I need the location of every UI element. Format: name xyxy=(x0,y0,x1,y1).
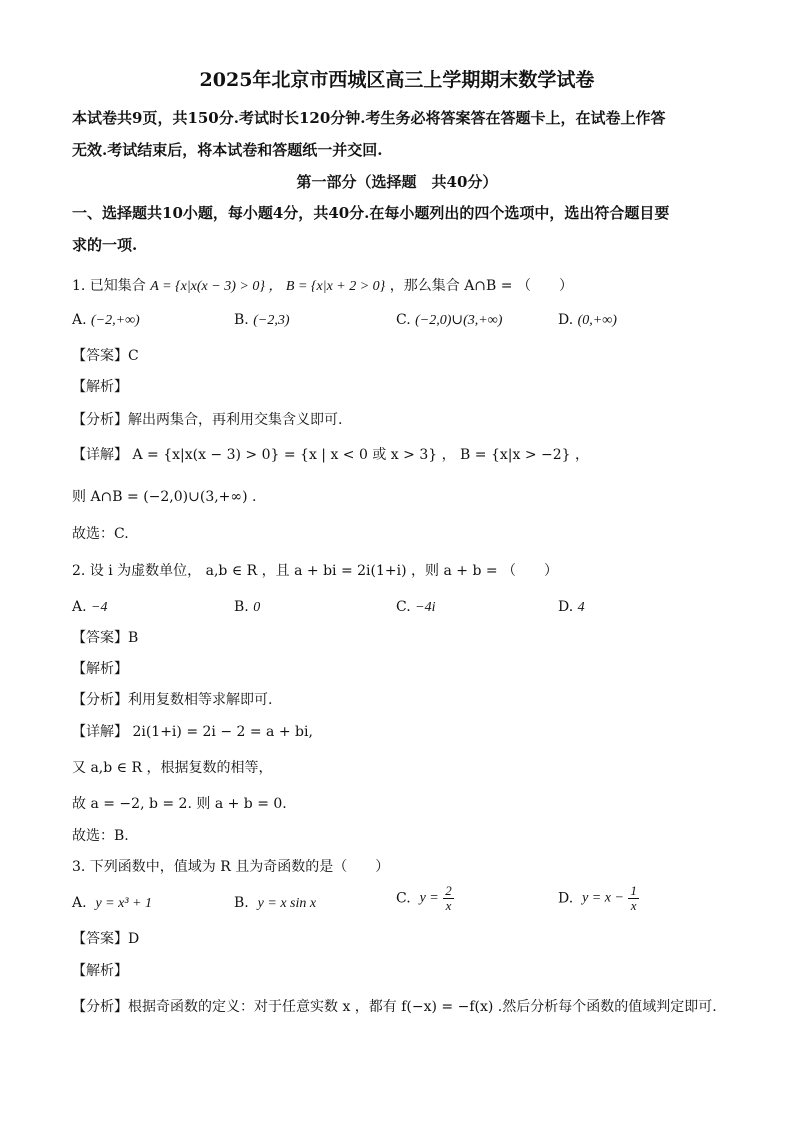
q1-choose: 故选：C. xyxy=(72,526,129,542)
q2-stem: 2. 设 i 为虚数单位， a,b ∈ R ，且 a + bi = 2i(1+i) ，则 a + b = （ ） xyxy=(72,563,559,579)
q2-fenxi: 【分析】利用复数相等求解即可. xyxy=(72,692,273,708)
q2-option-a-text: −4 xyxy=(91,600,108,615)
q1-option-a-letter: A. xyxy=(72,312,87,328)
q3-option-d-letter: D. xyxy=(558,890,574,907)
q2-option-d-letter: D. xyxy=(558,599,574,615)
q1-fenxi: 【分析】解出两集合，再利用交集含义即可. xyxy=(72,412,343,428)
q1-option-c xyxy=(396,310,502,331)
q1-then: 则 A∩B = (−2,0)∪(3,+∞) . xyxy=(72,489,257,505)
q1-option-c-text: (−2,0)∪(3,+∞) xyxy=(415,313,503,328)
q2-detail: 【详解】 2i(1+i) = 2i − 2 = a + bi, xyxy=(72,724,313,740)
q1-analysis-label: 【解析】 xyxy=(72,379,128,395)
q3-option-c-fraction xyxy=(443,884,454,913)
q3-analysis-label: 【解析】 xyxy=(72,963,128,979)
q1-stem xyxy=(72,276,573,297)
q3-option-c-letter: C. xyxy=(396,890,411,907)
q2-option-c xyxy=(396,597,435,618)
intro-line-1: 本试卷共9页，共150分.考试时长120分钟.考生务必将答案答在答题卡上，在试卷上作答 xyxy=(72,109,666,127)
section1-line-1: 一、选择题共10小题，每小题4分，共40分.在每小题列出的四个选项中，选出符合题目要 xyxy=(72,204,670,222)
q1-stem-pre: 1. 已知集合 xyxy=(72,278,146,294)
q3-option-b-text: y = x sin x xyxy=(257,896,317,911)
q2-again: 又 a,b ∈ R ，根据复数的相等， xyxy=(72,760,273,776)
section1-line-2: 求的一项. xyxy=(72,236,138,254)
q3-option-a xyxy=(72,893,152,914)
q1-option-d-letter: D. xyxy=(558,312,574,328)
q2-option-b-text: 0 xyxy=(253,600,261,615)
q3-option-a-text: y = x³ + 1 xyxy=(95,896,152,911)
q1-stem-post: ，那么集合 A∩B = （ ） xyxy=(389,278,573,294)
q2-option-b xyxy=(234,597,260,618)
page-title: 2025年北京市西城区高三上学期期末数学试卷 xyxy=(199,69,595,91)
q3-option-b xyxy=(234,893,316,914)
q1-option-d xyxy=(558,310,617,331)
q1-detail: 【详解】 A = {x|x(x − 3) > 0} = {x | x < 0 或 x > 3} ， B = {x|x > −2} ， xyxy=(72,447,589,463)
q2-option-d-text: 4 xyxy=(577,600,585,615)
q3-option-c-den: x xyxy=(445,898,452,913)
q2-option-a xyxy=(72,597,107,618)
intro-line-2: 无效.考试结束后，将本试卷和答题纸一并交回. xyxy=(72,141,383,159)
q3-option-d-fraction xyxy=(628,884,639,913)
q1-option-b xyxy=(234,310,289,331)
q2-choose: 故选：B. xyxy=(72,828,129,844)
q3-answer: 【答案】D xyxy=(72,931,140,947)
q3-stem: 3. 下列函数中，值域为 R 且为奇函数的是（ ） xyxy=(72,859,390,875)
q2-analysis-label: 【解析】 xyxy=(72,661,128,677)
q3-option-c xyxy=(396,884,454,913)
q3-option-c-prefix: y = xyxy=(419,890,439,906)
q3-option-d-num: 1 xyxy=(630,883,637,898)
q3-option-c-num: 2 xyxy=(445,883,452,898)
q1-answer: 【答案】C xyxy=(72,348,139,364)
q2-option-b-letter: B. xyxy=(234,599,249,615)
q1-option-b-text: (−2,3) xyxy=(253,313,290,328)
q1-option-c-letter: C. xyxy=(396,312,411,328)
q3-option-d-prefix: y = x − xyxy=(582,890,624,906)
q3-option-d xyxy=(558,884,639,913)
q2-option-c-text: −4i xyxy=(415,600,436,615)
q3-option-a-letter: A. xyxy=(72,895,87,911)
q2-option-c-letter: C. xyxy=(396,599,411,615)
q2-option-a-letter: A. xyxy=(72,599,87,615)
q1-option-a-text: (−2,+∞) xyxy=(91,313,140,328)
q2-option-d xyxy=(558,597,585,618)
q3-option-b-letter: B. xyxy=(234,895,249,911)
q1-option-b-letter: B. xyxy=(234,312,249,328)
q3-option-d-den: x xyxy=(630,898,637,913)
part1-heading: 第一部分（选择题 共40分） xyxy=(296,173,498,191)
q3-fenxi: 【分析】根据奇函数的定义：对于任意实数 x ，都有 f(−x) = −f(x) .然后分析每个函数的值域判定即可. xyxy=(72,999,717,1015)
q1-option-a xyxy=(72,310,140,331)
q2-so: 故 a = −2, b = 2. 则 a + b = 0. xyxy=(72,796,287,812)
q2-answer: 【答案】B xyxy=(72,630,139,646)
q1-option-d-text: (0,+∞) xyxy=(577,313,617,328)
q1-stem-math: A = {x|x(x − 3) > 0} ， B = {x|x + 2 > 0} xyxy=(150,279,386,294)
